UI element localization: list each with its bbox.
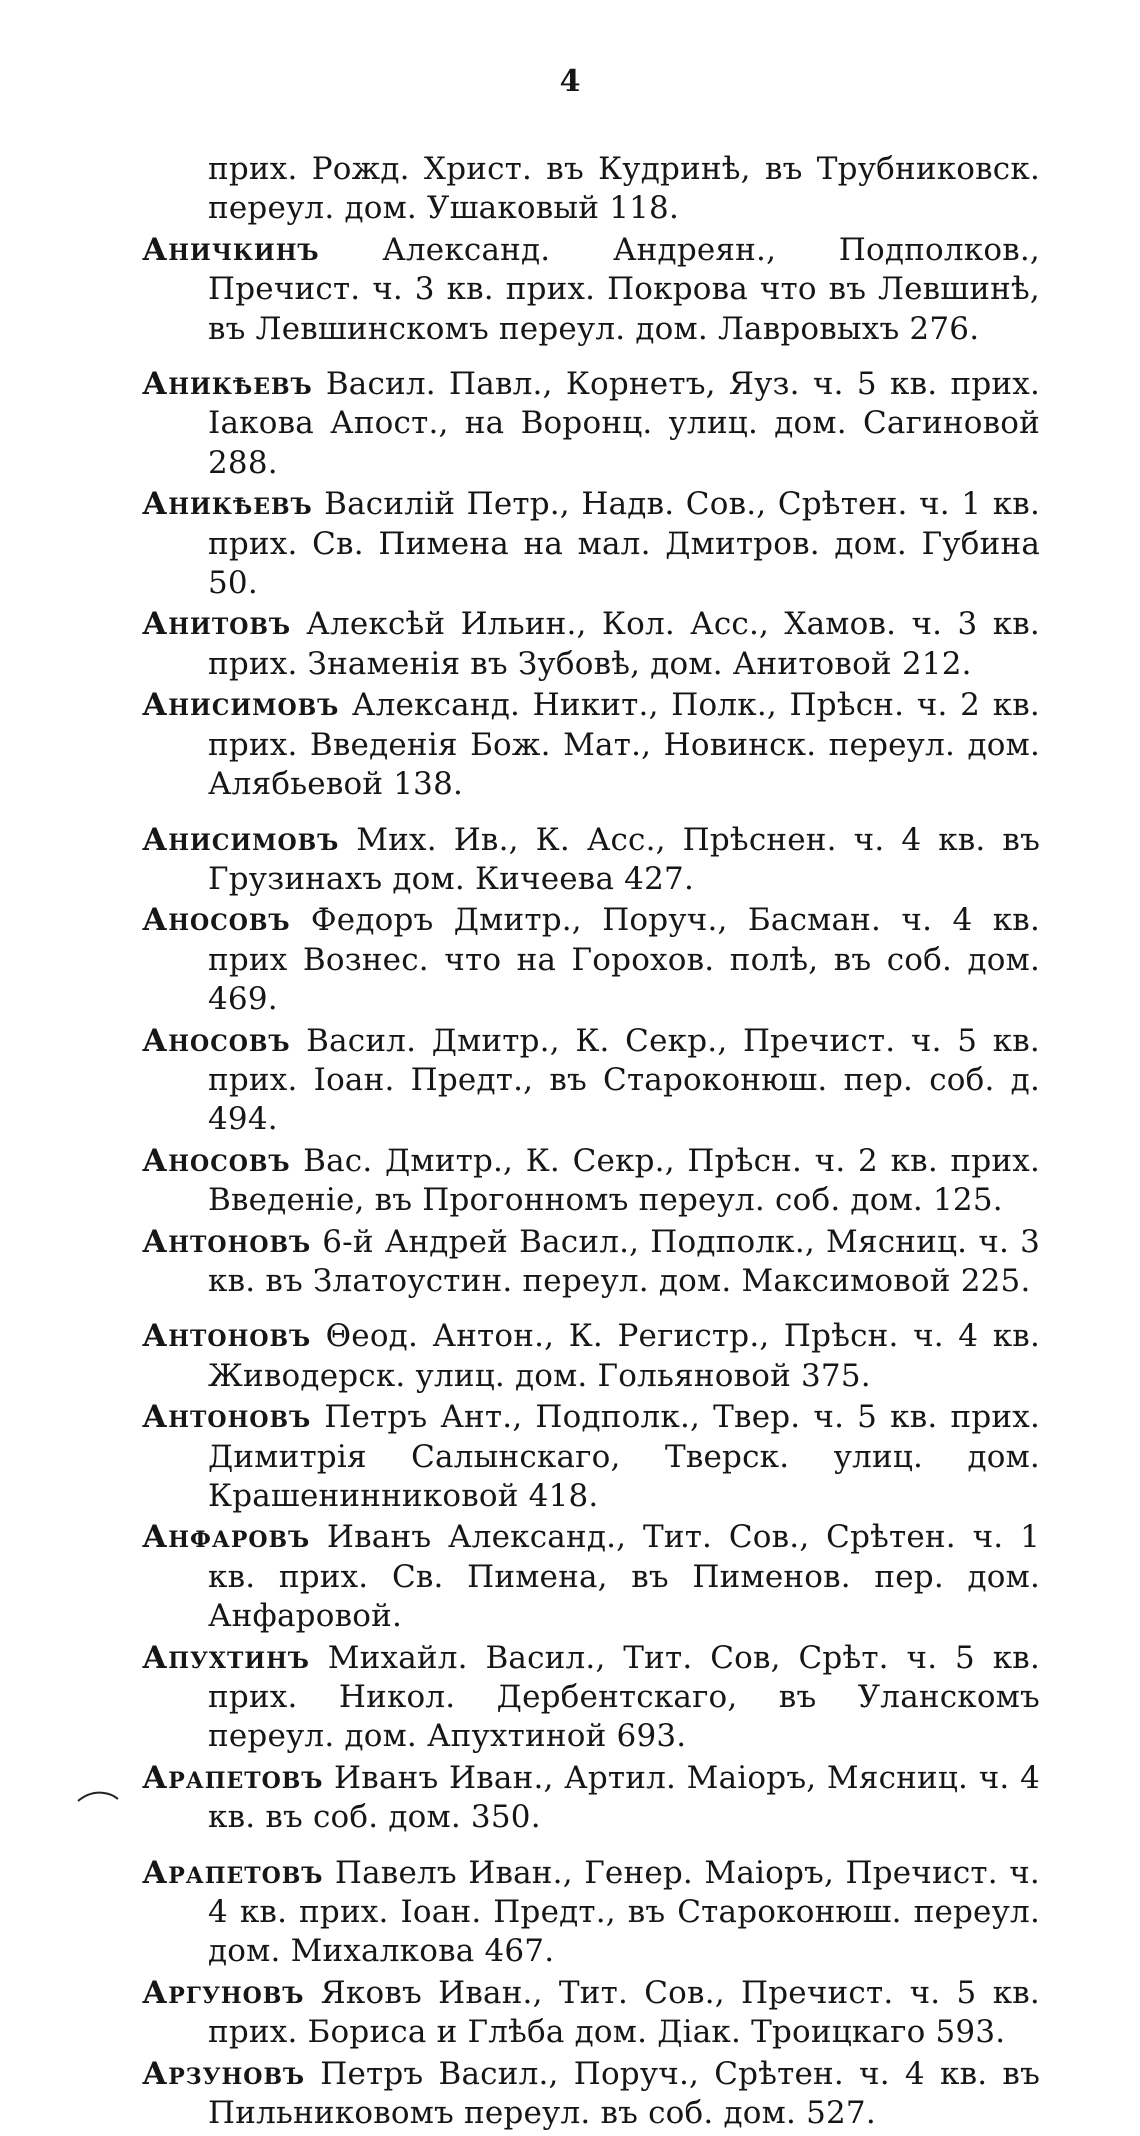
entry-text: Павелъ Иван., Генер. Маіоръ, Пречист. ч. 4 кв. прих. Іоан. Предт., въ Староконюш. переул. дом. Михалкова 467.	[208, 1854, 1040, 1970]
directory-entry	[142, 901, 1040, 1019]
continuation-entry: прих. Рожд. Христ. въ Кудринѣ, въ Трубниковск. переул. дом. Ушаковый 118.	[208, 151, 1040, 227]
directory-entry	[142, 485, 1040, 603]
directory-entries	[142, 150, 1040, 2136]
entry-text: Федоръ Дмитр., Поруч., Басман. ч. 4 кв. прих Вознес. что на Горохов. полѣ, въ соб. дом. 469.	[208, 902, 1040, 1018]
directory-entry	[142, 1022, 1040, 1140]
entry-text: Васил. Дмитр., К. Секр., Пречист. ч. 5 кв. прих. Іоан. Предт., въ Староконюш. пер. соб. д. 494.	[208, 1022, 1040, 1138]
entry-text: Александ. Никит., Полк., Прѣсн. ч. 2 кв. прих. Введенія Бож. Мат., Новинск. переул. дом. Алябьевой 138.	[208, 687, 1040, 803]
entry-surname: Антоновъ	[142, 1399, 312, 1436]
directory-entry	[142, 231, 1040, 349]
entry-surname: Аносовъ	[142, 1022, 291, 1059]
entry-text: Мих. Ив., К. Асс., Прѣснен. ч. 4 кв. въ Грузинахъ дом. Кичеева 427.	[208, 821, 1040, 897]
directory-entry	[142, 1317, 1040, 1396]
directory-entry	[142, 2055, 1040, 2134]
entry-surname: Арапетовъ	[142, 1854, 324, 1891]
directory-entry	[142, 1639, 1040, 1757]
pencil-mark	[76, 1789, 120, 1803]
entry-surname: Аргуновъ	[142, 1974, 305, 2011]
directory-entry	[142, 1518, 1040, 1636]
entry-text: Вас. Дмитр., К. Секр., Прѣсн. ч. 2 кв. прих. Введеніе, въ Прогонномъ переул. соб. дом. 125.	[208, 1142, 1040, 1219]
entry-surname: Аникѣевъ	[142, 366, 313, 403]
directory-entry	[142, 1142, 1040, 1221]
directory-entry	[142, 1398, 1040, 1516]
directory-entry	[142, 686, 1040, 804]
entry-surname: Антоновъ	[142, 1318, 312, 1355]
entry-surname: Арапетовъ	[142, 1759, 324, 1796]
entry-text: Петръ Ант., Подполк., Твер. ч. 5 кв. прих. Димитрія Салынскаго, Тверск. улиц. дом. Крашенинниковой 418.	[208, 1399, 1040, 1514]
entry-text: Иванъ Иван., Артил. Маіоръ, Мясниц. ч. 4 кв. въ соб. дом. 350.	[208, 1759, 1040, 1836]
entry-surname: Анисимовъ	[142, 687, 340, 724]
entry-text: Васил. Павл., Корнетъ, Яуз. ч. 5 кв. прих. Іакова Апост., на Воронц. улиц. дом. Сагиновой 288.	[208, 366, 1040, 481]
directory-entry	[142, 605, 1040, 684]
entry-surname: Антоновъ	[142, 1223, 312, 1260]
entry-surname: Анитовъ	[142, 606, 291, 643]
entry-text: Василій Петр., Надв. Сов., Срѣтен. ч. 1 кв. прих. Св. Пимена на мал. Дмитров. дом. Губина 50.	[208, 486, 1040, 602]
entry-surname: Аносовъ	[142, 902, 291, 939]
directory-entry	[142, 1759, 1040, 1838]
page-number: 4	[559, 64, 581, 99]
entry-text: Михайл. Васил., Тит. Сов, Срѣт. ч. 5 кв. прих. Никол. Дербентскаго, въ Уланскомъ переул. дом. Апухтиной 693.	[208, 1639, 1040, 1755]
entry-surname: Аникѣевъ	[142, 486, 313, 523]
directory-entry	[142, 821, 1040, 900]
directory-entry	[142, 1854, 1040, 1972]
entry-text: Александ. Андреян., Подполков., Пречист. ч. 3 кв. прих. Покрова что въ Левшинѣ, въ Левшинскомъ переул. дом. Лавровыхъ 276.	[208, 231, 1040, 347]
entry-surname: Аносовъ	[142, 1142, 291, 1179]
entry-text: Алексѣй Ильин., Кол. Асс., Хамов. ч. 3 кв. прих. Знаменія въ Зубовѣ, дом. Анитовой 212.	[208, 606, 1040, 682]
entry-surname: Арзуновъ	[142, 2055, 306, 2092]
entry-surname: Апухтинъ	[142, 1639, 310, 1676]
entry-surname: Аничкинъ	[142, 231, 320, 268]
entry-text: Θеод. Антон., К. Регистр., Прѣсн. ч. 4 кв. Живодерск. улиц. дом. Гольяновой 375.	[208, 1318, 1040, 1394]
directory-entry	[142, 365, 1040, 483]
directory-entry	[142, 1974, 1040, 2053]
entry-text: 6-й Андрей Васил., Подполк., Мясниц. ч. 3 кв. въ Златоустин. переул. дом. Максимовой 225.	[208, 1223, 1040, 1299]
directory-entry	[142, 1223, 1040, 1302]
entry-surname: Анфаровъ	[142, 1519, 311, 1556]
entry-text: Яковъ Иван., Тит. Сов., Пречист. ч. 5 кв. прих. Бориса и Глѣба дом. Діак. Троицкаго 593.	[208, 1974, 1040, 2051]
entry-text: Иванъ Александ., Тит. Сов., Срѣтен. ч. 1 кв. прих. Св. Пимена, въ Пименов. пер. дом. Анфаровой.	[208, 1519, 1040, 1635]
entry-surname: Анисимовъ	[142, 821, 340, 858]
entry-text: Петръ Васил., Поруч., Срѣтен. ч. 4 кв. въ Пильниковомъ переул. въ соб. дом. 527.	[208, 2055, 1040, 2132]
